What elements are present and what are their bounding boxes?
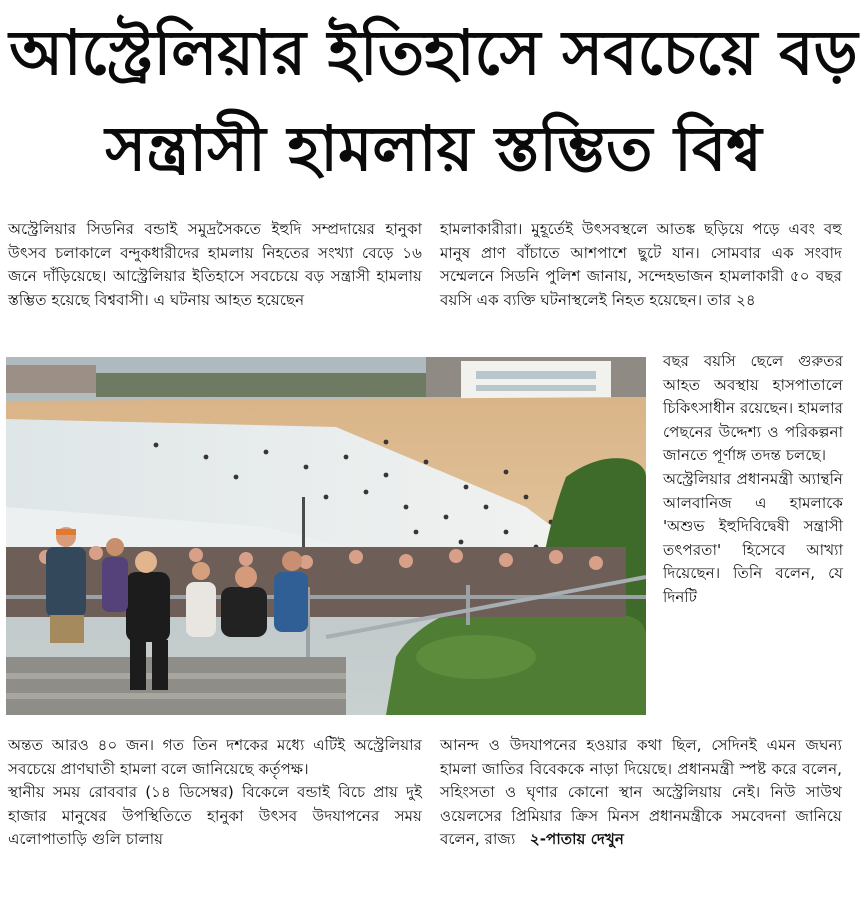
article-column-top-left [8, 218, 422, 312]
article-paragraph [440, 734, 842, 852]
article-paragraph: অন্তত আরও ৪০ জন। গত তিন দশকের মধ্যে এটিই অস্ট্রেলিয়ার সবচেয়ে প্রাণঘাতী হামলা বলে জানিয়েছে কর্তৃপক্ষ। [8, 736, 422, 778]
article-paragraph: অস্ট্রেলিয়ার সিডনির বন্ডাই সমুদ্রসৈকতে ইহুদি সম্প্রদায়ের হানুকা উৎসব চলাকালে বন্দুকধারীদের হামলায় নিহতের সংখ্যা বেড়ে ১৬ জনে দাঁড়িয়েছে। আস্ট্রেলিয়ার ইতিহাসে সবচেয়ে বড় সন্ত্রাসী হামলায় স্তম্ভিত হয়েছে বিশ্ববাসী। এ ঘটনায় আহত হয়েছেন [8, 220, 422, 309]
news-photo-bondi-beach [6, 357, 646, 715]
article-column-bottom-left [8, 734, 422, 852]
article-paragraph: বছর বয়সি ছেলে গুরুতর আহত অবস্থায় হাসপাতালে চিকিৎসাধীন রয়েছেন। হামলার পেছনের উদ্দেশ্য ও পরিকল্পনা জানতে পূর্ণাঙ্গ তদন্ত চলছে। [663, 352, 843, 465]
article-text: আনন্দ ও উদযাপনের হওয়ার কথা ছিল, সেদিনই এমন জঘন্য হামলা জাতির বিবেককে নাড়া দিয়েছে। প্রধানমন্ত্রী স্পষ্ট করে বলেন, সহিংসতা ও ঘৃণার কোনো স্থান অস্ট্রেলিয়ায় নেই। নিউ সাউথ ওয়েলসের প্রিমিয়ার ক্রিস মিনস প্রধানমন্ত্রীকে সমবেদনা জানিয়ে বলেন, রাজ্য [440, 736, 842, 849]
article-paragraph: অস্ট্রেলিয়ার প্রধানমন্ত্রী অ্যান্থনি আলবানিজ এ হামলাকে 'অশুভ ইহুদিবিদ্বেষী সন্ত্রাসী তৎপরতা' হিসেবে আখ্যা দিয়েছেন। তিনি বলেন, যে দিনটি [663, 469, 843, 606]
article-column-top-right [440, 218, 842, 312]
article-column-bottom-right [440, 734, 842, 852]
headline-line-2: সন্ত্রাসী হামলায় স্তম্ভিত বিশ্ব [105, 112, 762, 185]
article-paragraph: স্থানীয় সময় রোববার (১৪ ডিসেম্বর) বিকেলে বন্ডাই বিচে প্রায় দুই হাজার মানুষের উপস্থিতিতে হানুকা উৎসব উদযাপনের সময় এলোপাতাড়ি গুলি চালায় [8, 783, 422, 849]
continued-on-page-link[interactable]: ২-পাতায় দেখুন [529, 830, 624, 849]
article-paragraph: হামলাকারীরা। মুহূর্তেই উৎসবস্থলে আতঙ্ক ছড়িয়ে পড়ে এবং বহু মানুষ প্রাণ বাঁচাতে আশপাশে ছুটে যান। সোমবার এক সংবাদ সম্মেলনে সিডনি পুলিশ জানায়, সন্দেহভাজন হামলাকারী ৫০ বছর বয়সি এক ব্যক্তি ঘটনাস্থলেই নিহত হয়েছেন। তার ২৪ [440, 220, 842, 309]
article-column-side [663, 350, 843, 610]
headline-line-1: আস্ট্রেলিয়ার ইতিহাসে সবচেয়ে বড় [9, 16, 858, 89]
photo-illustration [6, 357, 646, 715]
